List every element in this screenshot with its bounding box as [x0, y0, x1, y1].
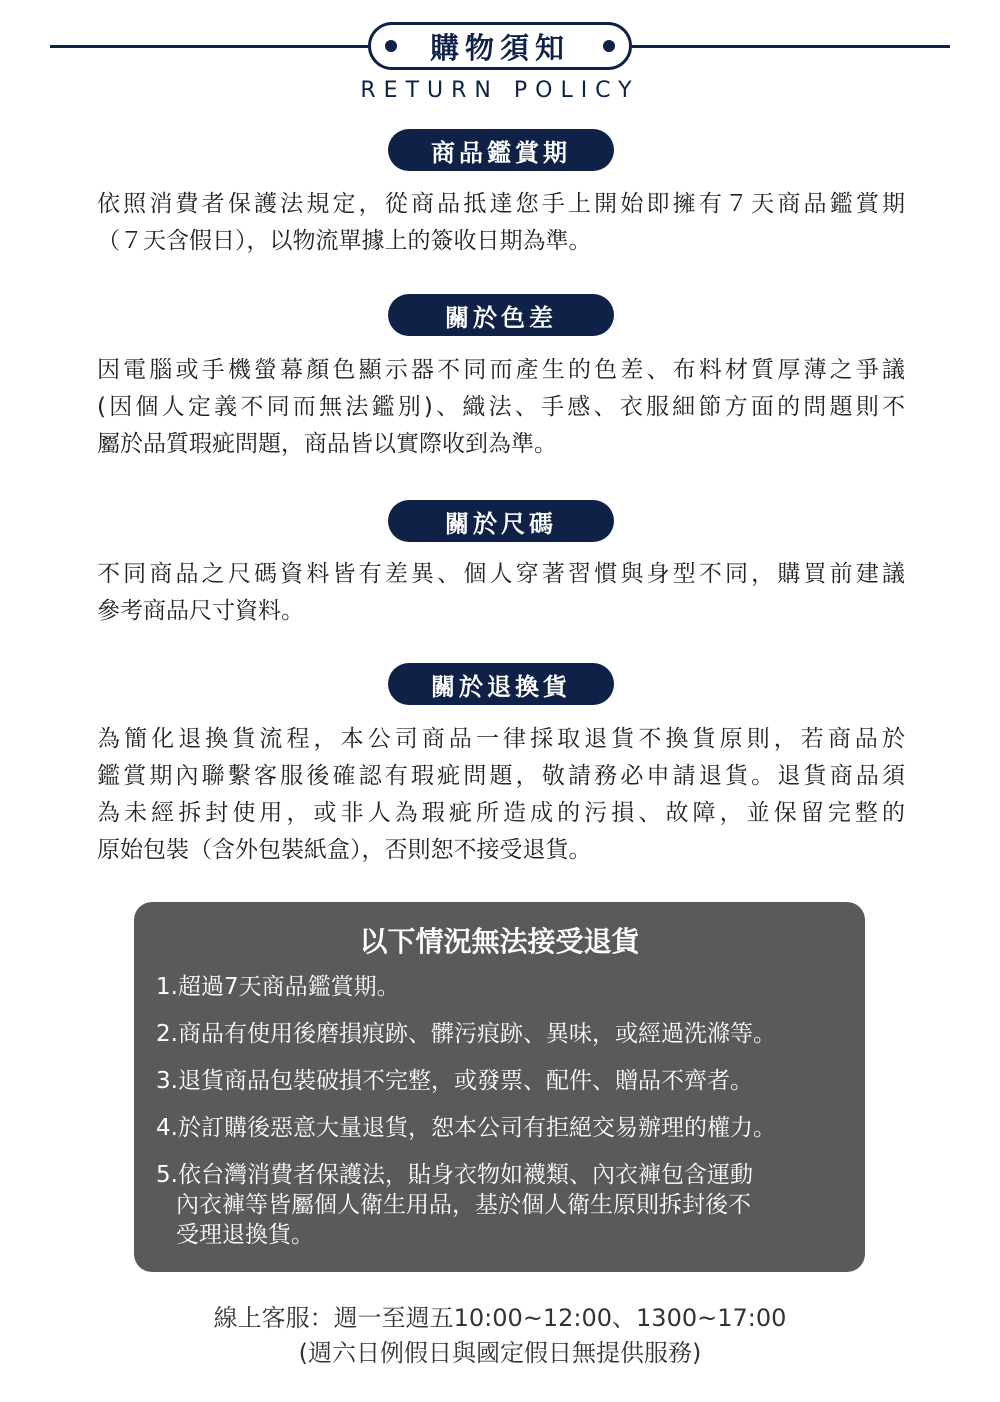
paragraph-line: 原始包裝（含外包裝紙盒），否則恕不接受退貨。	[97, 837, 592, 863]
section-text-color-difference	[97, 352, 905, 463]
dot-icon	[385, 40, 397, 52]
section-text-appreciation-period	[97, 186, 905, 260]
notice-item-line: 5.依台灣消費者保護法，貼身衣物如襪類、內衣褲包含運動	[156, 1162, 753, 1188]
notice-item-line: 受理退換貨。	[176, 1222, 314, 1248]
title-pill	[368, 22, 632, 70]
notice-item-line: 內衣褲等皆屬個人衛生用品，基於個人衛生原則拆封後不	[176, 1192, 751, 1218]
section-label-appreciation-period: 商品鑑賞期	[388, 129, 614, 171]
page-title: 購物須知	[429, 30, 570, 65]
policy-header	[0, 22, 1000, 132]
header-rule-left	[50, 45, 368, 48]
section-text-returns	[97, 721, 905, 869]
notice-item	[156, 1160, 753, 1250]
paragraph-line: 屬於品質瑕疵問題，商品皆以實際收到為準。	[97, 431, 557, 457]
section-text-size	[97, 556, 905, 630]
paragraph-line: (因個人定義不同而無法鑑別)、織法、手感、衣服細節方面的問題則不	[97, 394, 905, 420]
customer-service-note: (週六日例假日與國定假日無提供服務)	[298, 1339, 702, 1367]
notice-item: 2.商品有使用後磨損痕跡、髒污痕跡、異味，或經過洗滌等。	[156, 1021, 776, 1047]
section-label-color-difference: 關於色差	[388, 294, 614, 336]
paragraph-line: 鑑賞期內聯繫客服後確認有瑕疵問題，敬請務必申請退貨。退貨商品須	[97, 763, 905, 789]
section-label-size: 關於尺碼	[388, 500, 614, 542]
paragraph-line: 因電腦或手機螢幕顏色顯示器不同而產生的色差、布料材質厚薄之爭議	[97, 357, 905, 383]
notice-title: 以下情況無法接受退貨	[359, 925, 640, 958]
paragraph-line: 參考商品尺寸資料。	[97, 598, 304, 624]
paragraph-line: 依照消費者保護法規定，從商品抵達您手上開始即擁有７天商品鑑賞期	[97, 191, 905, 217]
section-label-returns: 關於退換貨	[388, 663, 614, 705]
page-subtitle: RETURN POLICY	[360, 78, 640, 103]
paragraph-line: 不同商品之尺碼資料皆有差異、個人穿著習慣與身型不同，購買前建議	[97, 561, 905, 587]
paragraph-line: （７天含假日），以物流單據上的簽收日期為準。	[97, 228, 592, 254]
customer-service-hours: 線上客服：週一至週五10:00~12:00、1300~17:00	[213, 1304, 787, 1332]
paragraph-line: 為簡化退換貨流程，本公司商品一律採取退貨不換貨原則，若商品於	[97, 726, 905, 752]
notice-item: 3.退貨商品包裝破損不完整，或發票、配件、贈品不齊者。	[156, 1068, 753, 1094]
dot-icon	[603, 40, 615, 52]
header-rule-right	[632, 45, 950, 48]
paragraph-line: 為未經拆封使用，或非人為瑕疵所造成的污損、故障，並保留完整的	[97, 800, 905, 826]
notice-item: 1.超過7天商品鑑賞期。	[156, 974, 400, 1000]
non-returnable-notice-box	[134, 902, 865, 1272]
notice-item: 4.於訂購後惡意大量退貨，恕本公司有拒絕交易辦理的權力。	[156, 1115, 776, 1141]
